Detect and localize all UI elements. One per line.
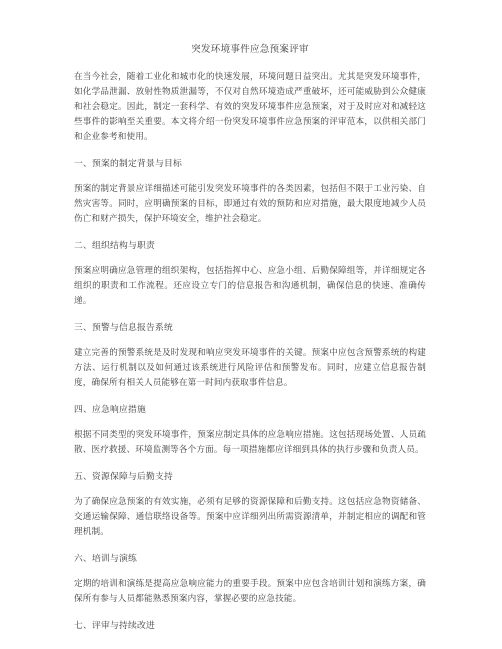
section-heading-background: 一、预案的制定背景与目标 <box>74 159 182 169</box>
section-body-training: 定期的培训和演练是提高应急响应能力的重要手段。预案中应包含培训计划和演练方案，确保所有参与人员都能熟悉预案内容，掌握必要的应急技能。 <box>74 579 426 604</box>
section-heading-review: 七、评审与持续改进 <box>74 621 155 631</box>
section-body-background: 预案的制定背景应详细描述可能引发突发环境事件的各类因素，包括但不限于工业污染、自然灾害等。同时，应明确预案的目标，即通过有效的预防和应对措施，最大限度地减少人员伤亡和财产损失，保护环境安全，维护社会稳定。 <box>74 184 426 224</box>
intro-paragraph: 在当今社会，随着工业化和城市化的快速发展，环境问题日益突出。尤其是突发环境事件，如化学品泄漏、放射性物质泄漏等，不仅对自然环境造成严重破坏，还可能威胁到公众健康和社会稳定。因此，制定一套科学、有效的突发环境事件应急预案，对于及时应对和减轻这些事件的影响至关重要。本文将介绍一份突发环境事件应急预案的评审范本，以供相关部门和企业参考和使用。 <box>74 72 426 142</box>
section-body-response: 根据不同类型的突发环境事件，预案应制定具体的应急响应措施。这包括现场处置、人员疏散、医疗救援、环境监测等各个方面。每一项措施都应详细到具体的执行步骤和负责人员。 <box>74 430 426 455</box>
section-body-organization: 预案应明确应急管理的组织架构，包括指挥中心、应急小组、后勤保障组等，并详细规定各组织的职责和工作流程。还应设立专门的信息报告和沟通机制，确保信息的快速、准确传递。 <box>74 266 426 306</box>
section-heading-training: 六、培训与演练 <box>74 554 137 564</box>
document-title: 突发环境事件应急预案评审 <box>191 44 309 55</box>
section-body-resources: 为了确保应急预案的有效实施，必须有足够的资源保障和后勤支持。这包括应急物资储备、交通运输保障、通信联络设备等。预案中应详细列出所需资源清单，并制定相应的调配和管理机制。 <box>74 497 426 537</box>
section-heading-warning: 三、预警与信息报告系统 <box>74 323 173 333</box>
section-heading-organization: 二、组织结构与职责 <box>74 241 155 251</box>
section-heading-response: 四、应急响应措施 <box>74 405 146 415</box>
section-body-warning: 建立完善的预警系统是及时发现和响应突发环境事件的关键。预案中应包含预警系统的构建方法、运行机制以及如何通过该系统进行风险评估和预警发布。同时，应建立信息报告制度，确保所有相关人员能够在第一时间内获取事件信息。 <box>74 348 426 388</box>
section-heading-resources: 五、资源保障与后勤支持 <box>74 472 173 482</box>
